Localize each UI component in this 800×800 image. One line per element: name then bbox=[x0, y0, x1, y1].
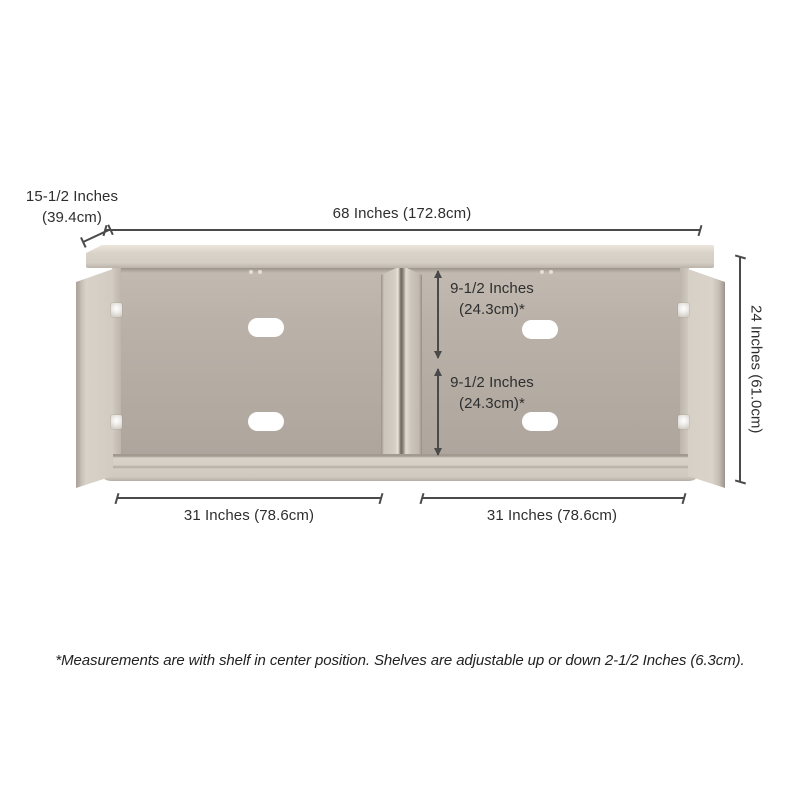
cable-cutout-lower-right bbox=[522, 412, 558, 431]
cable-cutout-upper-left bbox=[248, 318, 284, 337]
right-door-open bbox=[688, 269, 725, 488]
center-divider bbox=[381, 266, 422, 468]
height-dimension-label: 24 Inches (61.0cm) bbox=[747, 305, 765, 434]
left-door-open bbox=[76, 269, 113, 488]
depth-label-line1: 15-1/2 Inches bbox=[25, 188, 119, 205]
cable-cutout-upper-right bbox=[522, 320, 558, 339]
shelf-lower-dimension-label bbox=[437, 372, 547, 414]
shelf-upper-label-line1: 9-1/2 Inches bbox=[450, 280, 534, 297]
shelf-lower-label-line2: (24.3cm)* bbox=[459, 395, 525, 412]
shelf-upper-label-line2: (24.3cm)* bbox=[459, 301, 525, 318]
width-dimension-label: 68 Inches (172.8cm) bbox=[332, 205, 472, 222]
measurement-footnote: *Measurements are with shelf in center position. Shelves are adjustable up or down 2-1/2 Inches (6.3cm). bbox=[55, 652, 745, 669]
width-dimension-line bbox=[105, 229, 700, 231]
cable-cutout-lower-left bbox=[248, 412, 284, 431]
right-compartment-dimension-line bbox=[422, 497, 684, 499]
right-compartment-dimension-label: 31 Inches (78.6cm) bbox=[486, 507, 618, 524]
height-dimension-line bbox=[739, 257, 741, 482]
right-door-hinge-bottom bbox=[678, 415, 689, 429]
shelf-lower-label-line1: 9-1/2 Inches bbox=[450, 374, 534, 391]
left-compartment-dimension-label: 31 Inches (78.6cm) bbox=[183, 507, 315, 524]
left-door-hinge-bottom bbox=[111, 415, 122, 429]
left-compartment-dimension-line bbox=[117, 497, 381, 499]
depth-dimension-label bbox=[12, 186, 132, 228]
cabinet-base bbox=[99, 454, 701, 481]
right-door-hinge-top bbox=[678, 303, 689, 317]
depth-label-line2: (39.4cm) bbox=[42, 209, 102, 226]
shelf-peg-dot bbox=[249, 270, 253, 274]
cabinet-top-panel bbox=[86, 245, 714, 268]
shelf-peg-dot bbox=[540, 270, 544, 274]
left-door-hinge-top bbox=[111, 303, 122, 317]
shelf-peg-dot bbox=[258, 270, 262, 274]
shelf-peg-dot bbox=[549, 270, 553, 274]
shelf-upper-dimension-label bbox=[437, 278, 547, 320]
